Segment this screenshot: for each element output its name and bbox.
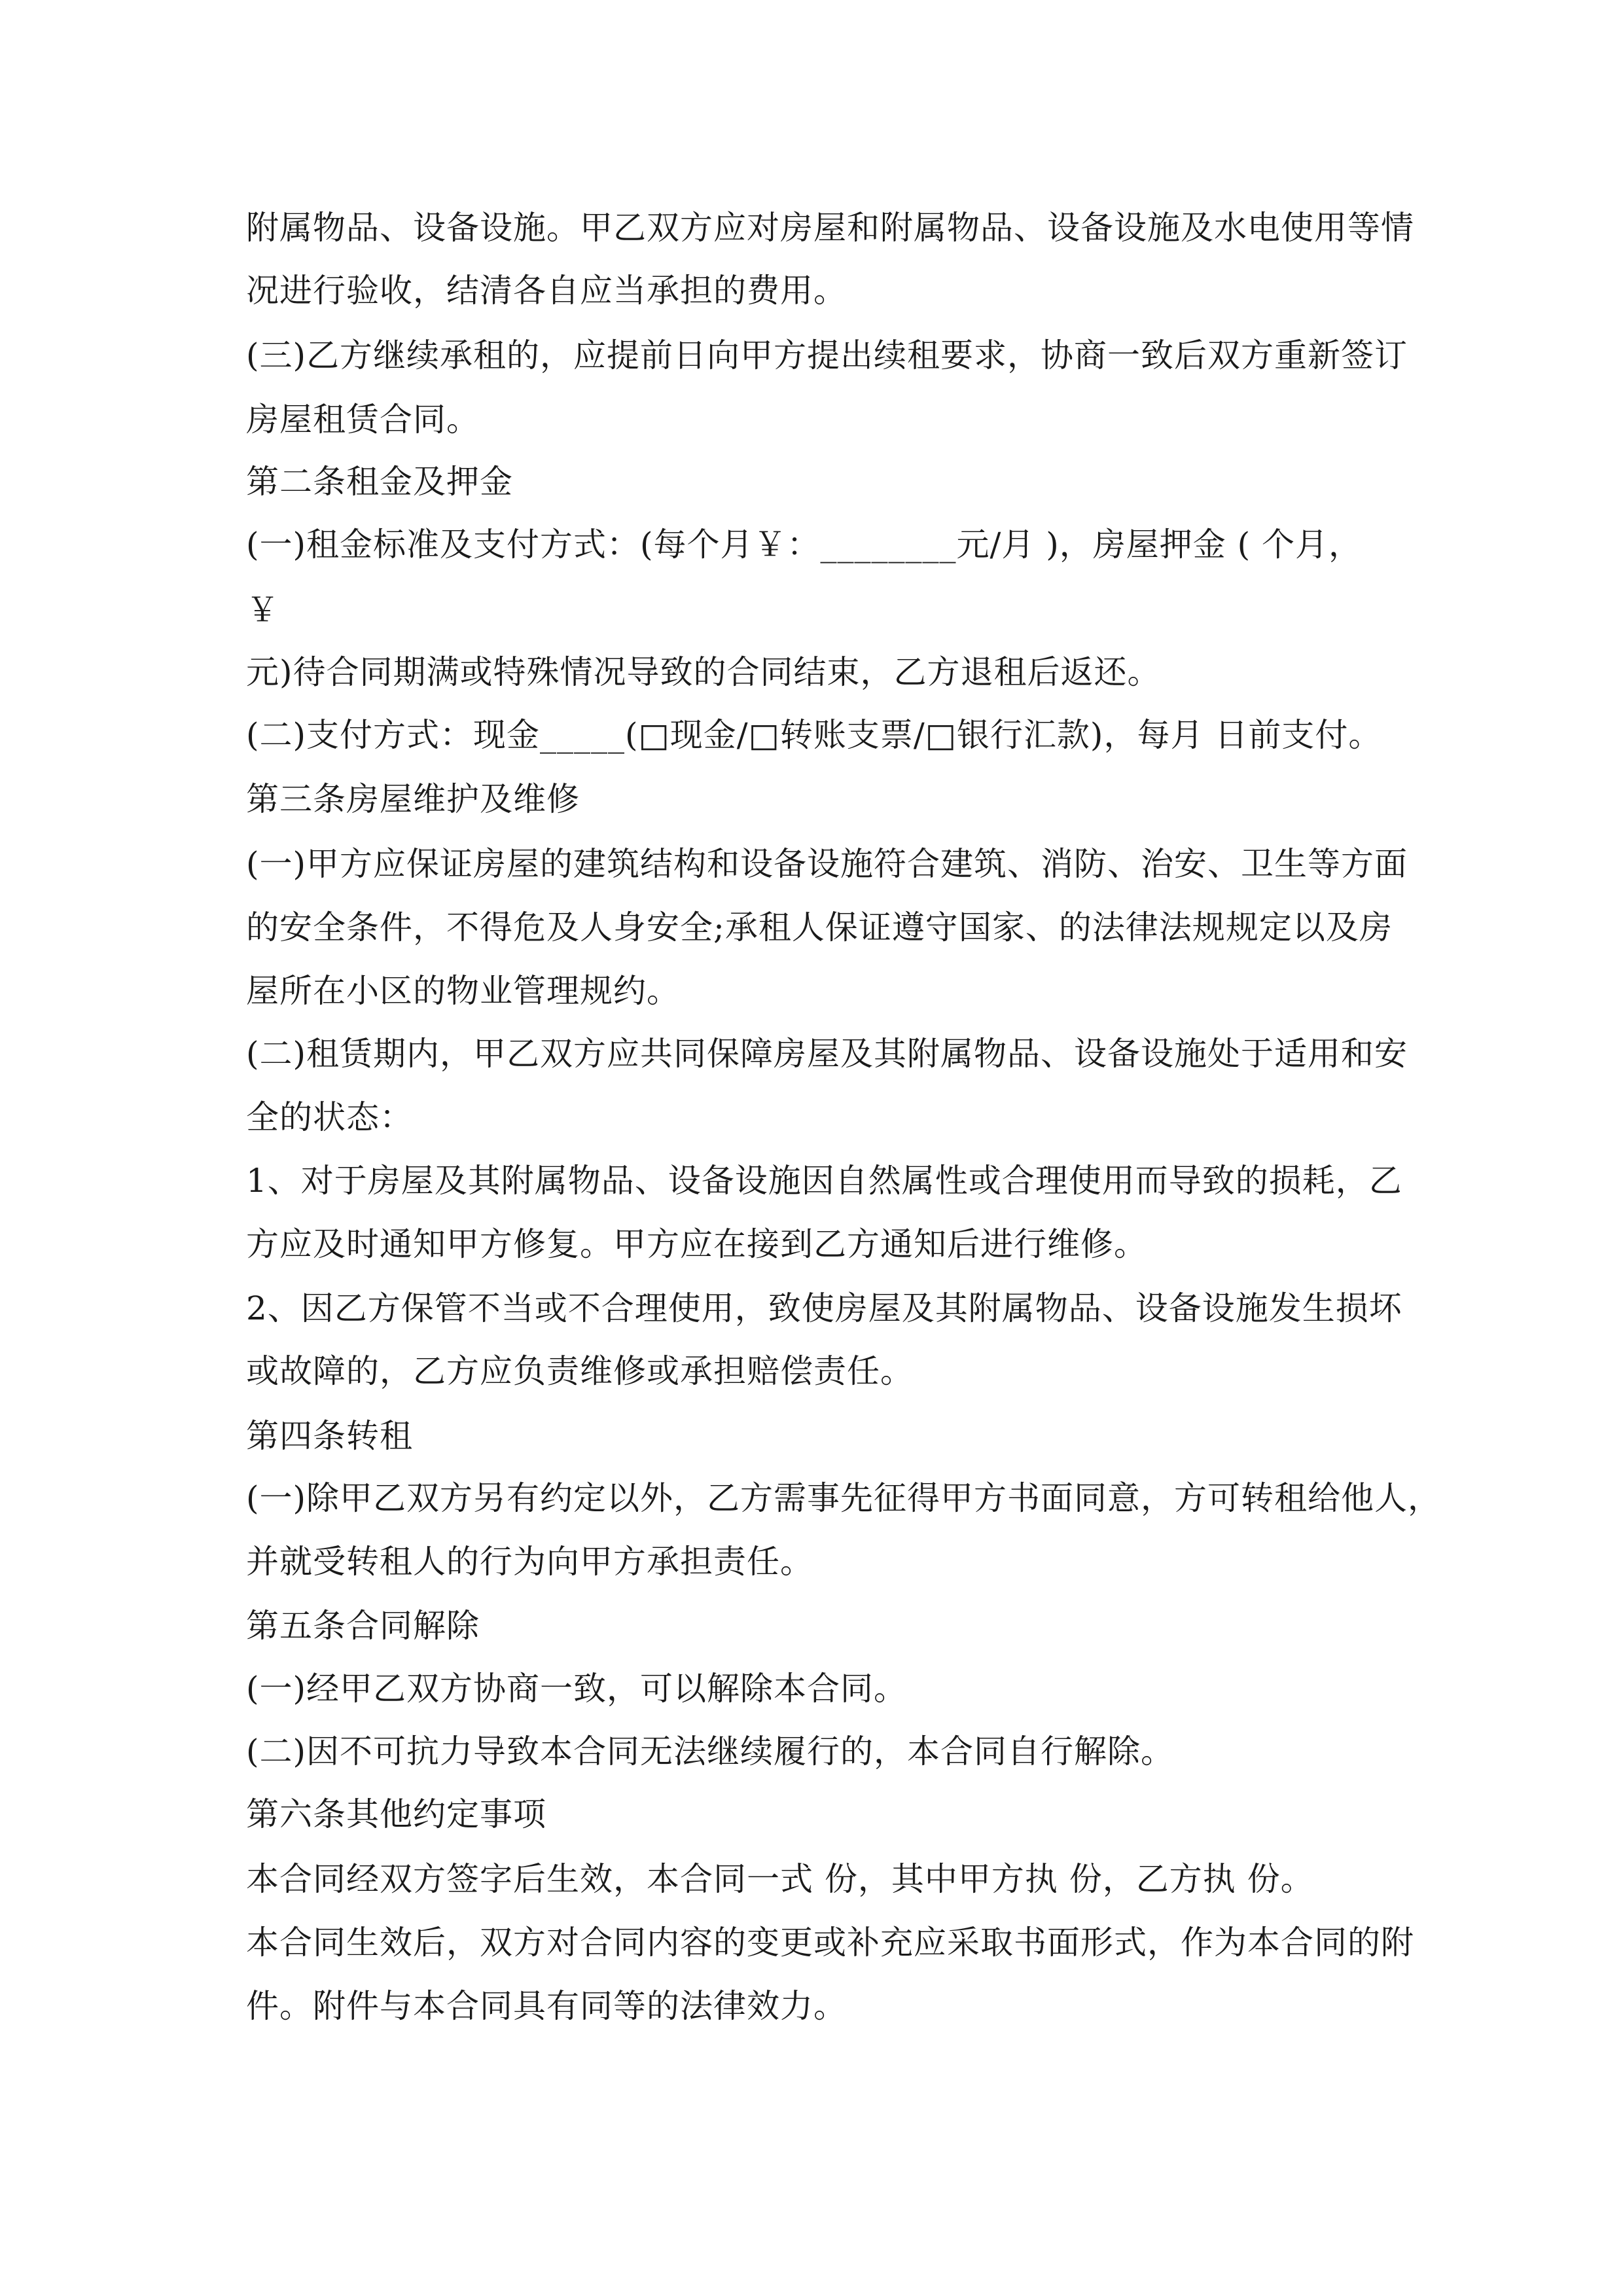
text-line: 或故障的，乙方应负责维修或承担赔偿责任。 — [246, 1352, 914, 1390]
text-line: (一)甲方应保证房屋的建筑结构和设备设施符合建筑、消防、治安、卫生等方面 — [246, 845, 1408, 883]
text-line: 元)待合同期满或特殊情况导致的合同结束，乙方退租后返还。 — [246, 653, 1161, 691]
text-line: (二)因不可抗力导致本合同无法继续履行的，本合同自行解除。 — [246, 1732, 1175, 1770]
text-line: 2、因乙方保管不当或不合理使用，致使房屋及其附属物品、设备设施发生损坏 — [246, 1289, 1402, 1327]
section-heading: 第四条转租 — [246, 1417, 413, 1455]
text-line: (一)经甲乙双方协商一致，可以解除本合同。 — [246, 1670, 908, 1708]
text-line: 本合同生效后，双方对合同内容的变更或补充应采取书面形式，作为本合同的附 — [246, 1924, 1414, 1962]
text-line: 况进行验收，结清各自应当承担的费用。 — [246, 272, 847, 310]
text-line: ￥ — [246, 591, 279, 629]
text-line: 全的状态： — [246, 1098, 413, 1136]
text-line: 本合同经双方签字后生效，本合同一式 份，其中甲方执 份，乙方执 份。 — [246, 1860, 1314, 1898]
text-line: (三)乙方继续承租的，应提前日向甲方提出续租要求，协商一致后双方重新签订 — [246, 336, 1408, 374]
section-heading: 第二条租金及押金 — [246, 463, 513, 501]
text-line: 并就受转租人的行为向甲方承担责任。 — [246, 1543, 813, 1581]
text-line: (二)租赁期内，甲乙双方应共同保障房屋及其附属物品、设备设施处于适用和安 — [246, 1035, 1408, 1073]
text-line: (一)除甲乙双方另有约定以外，乙方需事先征得甲方书面同意，方可转租给他人， — [246, 1479, 1442, 1517]
text-line: 附属物品、设备设施。甲乙双方应对房屋和附属物品、设备设施及水电使用等情 — [246, 209, 1414, 247]
text-line: 的安全条件，不得危及人身安全;承租人保证遵守国家、的法律法规规定以及房 — [246, 908, 1393, 946]
section-heading: 第五条合同解除 — [246, 1607, 480, 1645]
section-heading: 第六条其他约定事项 — [246, 1795, 546, 1833]
text-line: 屋所在小区的物业管理规约。 — [246, 972, 680, 1010]
text-line: (一)租金标准及支付方式：(每个月￥：________元/月 )，房屋押金 ( 个月， — [246, 526, 1363, 564]
text-line: (二)支付方式：现金_____(□现金/□转账支票/□银行汇款)，每月 日前支付。 — [246, 716, 1382, 754]
text-line: 1、对于房屋及其附属物品、设备设施因自然属性或合理使用而导致的损耗，乙 — [246, 1162, 1402, 1200]
text-line: 房屋租赁合同。 — [246, 401, 480, 439]
text-line: 件。附件与本合同具有同等的法律效力。 — [246, 1987, 847, 2025]
text-line: 方应及时通知甲方修复。甲方应在接到乙方通知后进行维修。 — [246, 1225, 1147, 1263]
section-heading: 第三条房屋维护及维修 — [246, 780, 580, 818]
